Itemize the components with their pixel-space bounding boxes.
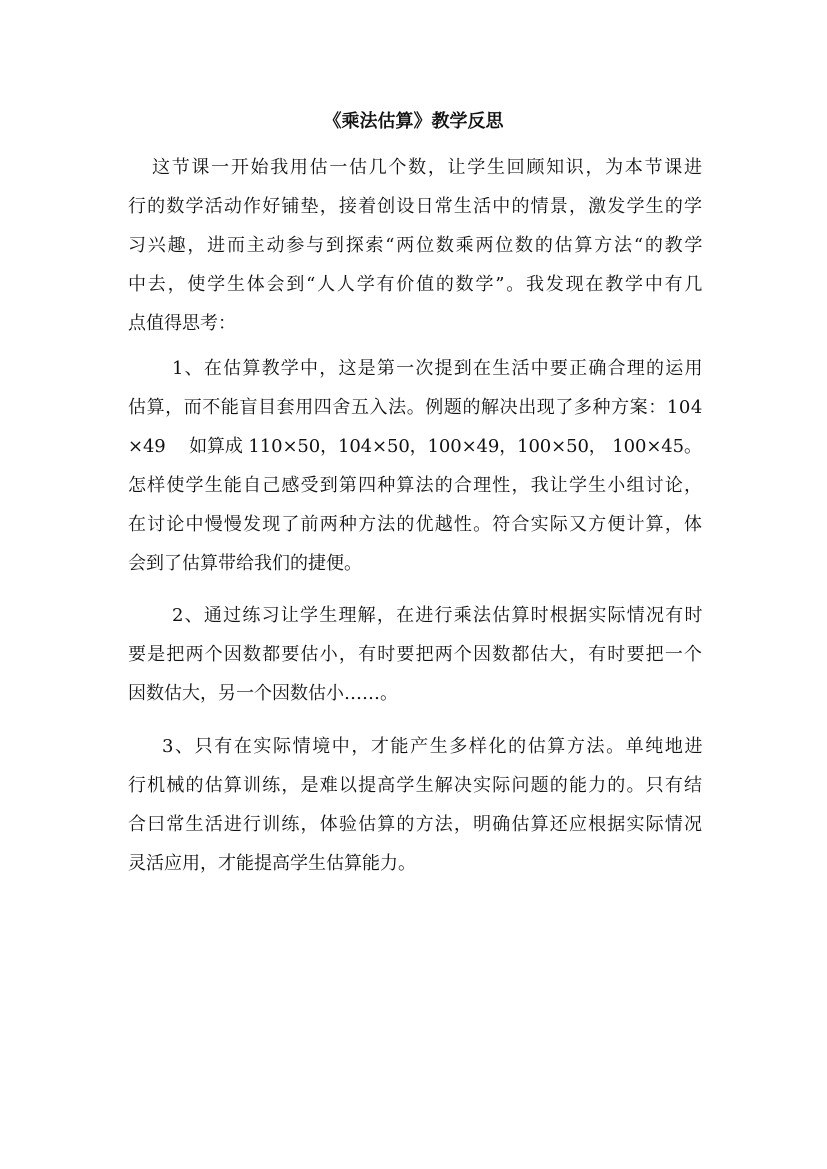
paragraph-line: 点值得思考： xyxy=(128,313,236,334)
paragraph-line: ×49 如算成 110×50，104×50，100×49，100×50， 100×45。 xyxy=(128,436,702,457)
paragraph-line: 中去，使学生体会到“人人学有价值的数学”。我发现在教学中有几 xyxy=(128,274,705,295)
paragraph-line: 这节课一开始我用估一估几个数，让学生回顾知识，为本节课进 xyxy=(152,157,704,178)
paragraph-line: 会到了估算带给我们的捷便。 xyxy=(128,553,362,574)
paragraph-line: 行机械的估算训练，是难以提高学生解决实际问题的能力的。只有结 xyxy=(128,775,704,796)
paragraph-line: 估算，而不能盲目套用四舍五入法。例题的解决出现了多种方案：104 xyxy=(128,397,703,418)
paragraph-line: 怎样使学生能自己感受到第四种算法的合理性，我让学生小组讨论， xyxy=(128,475,704,496)
paragraph-line: 3、只有在实际情境中，才能产生多样化的估算方法。单纯地进 xyxy=(162,736,705,757)
paragraph-line: 2、通过练习让学生理解，在进行乘法估算时根据实际情况有时 xyxy=(172,605,704,626)
paragraph-line: 灵活应用，才能提高学生估算能力。 xyxy=(128,853,416,874)
paragraph-line: 1、在估算教学中，这是第一次提到在生活中要正确合理的运用 xyxy=(172,358,704,379)
document-title: 《乘法估算》教学反思 xyxy=(323,111,504,132)
paragraph-line: 行的数学活动作好铺垫，接着创设日常生活中的情景，激发学生的学 xyxy=(128,196,704,217)
paragraph-line: 合曰常生活进行训练，体验估算的方法，明确估算还应根据实际情况 xyxy=(128,814,704,835)
paragraph-line: 因数估大，另一个因数估小……。 xyxy=(128,683,398,704)
paragraph-line: 习兴趣，进而主动参与到探索“两位数乘两位数的估算方法“的教学 xyxy=(128,235,705,256)
paragraph-line: 在讨论中慢慢发现了前两种方法的优越性。符合实际又方便计算，体 xyxy=(128,514,704,535)
paragraph-line: 要是把两个因数都要估小，有时要把两个因数都估大，有时要把一个 xyxy=(128,644,704,665)
